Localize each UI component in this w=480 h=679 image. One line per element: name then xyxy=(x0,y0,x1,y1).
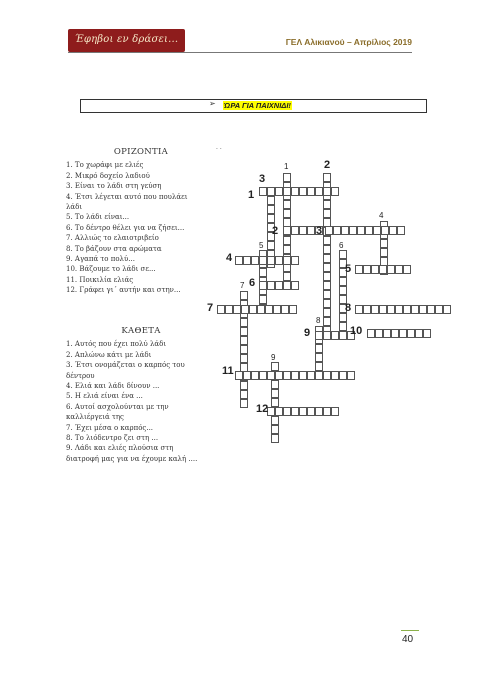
crossword-cell xyxy=(271,362,279,371)
crossword-cell xyxy=(315,371,323,380)
crossword-cell xyxy=(423,329,431,338)
crossword-cell xyxy=(267,371,275,380)
crossword-cell xyxy=(331,331,339,340)
crossword-cell xyxy=(373,226,381,235)
clue-line: καλλιέργειά της xyxy=(66,413,124,422)
crossword-cell xyxy=(341,226,349,235)
crossword-cell xyxy=(411,305,419,314)
crossword-cell xyxy=(275,371,283,380)
crossword-cell xyxy=(240,354,248,363)
crossword-cell xyxy=(347,371,355,380)
grid-number-8-down: 8 xyxy=(316,316,321,325)
grid-number-3-across: 3 xyxy=(316,225,323,237)
crossword-cell xyxy=(323,236,331,245)
crossword-cell xyxy=(307,371,315,380)
crossword-cell xyxy=(367,329,375,338)
crossword-cell xyxy=(339,277,347,286)
crossword-cell xyxy=(315,187,323,196)
banner-title: ΏΡΑ ΓΙΑ ΠΑΙΧΝΙΔΙ! xyxy=(224,101,291,110)
crossword-cell xyxy=(291,187,299,196)
crossword-cell xyxy=(217,305,225,314)
crossword-cell xyxy=(339,250,347,259)
crossword-cell xyxy=(379,265,387,274)
crossword-cell xyxy=(403,305,411,314)
crossword-cell xyxy=(315,344,323,353)
grid-number-5-across: 5 xyxy=(345,263,352,275)
crossword-cell xyxy=(315,362,323,371)
clue-line: 8. Το βάζουν στα αρώματα xyxy=(66,244,162,253)
crossword-cell xyxy=(365,226,373,235)
crossword-cell xyxy=(357,226,365,235)
crossword-cell xyxy=(371,305,379,314)
crossword-cell xyxy=(240,336,248,345)
grid-number-6-across: 6 xyxy=(249,277,256,289)
crossword-cell xyxy=(271,380,279,389)
grid-number-9-across: 9 xyxy=(304,327,311,339)
logo-text: Έφηβοι εν δράσει... xyxy=(74,34,179,45)
crossword-cell xyxy=(323,263,331,272)
crossword-cell xyxy=(240,327,248,336)
crossword-cell xyxy=(419,305,427,314)
crossword-cell xyxy=(387,265,395,274)
crossword-cell xyxy=(291,281,299,290)
clue-line: 7. Αλλιώς το ελαιοτριβείο xyxy=(66,234,159,243)
crossword-cell xyxy=(243,256,251,265)
crossword-cell xyxy=(283,200,291,209)
arrow-bullet-icon: ➢ xyxy=(209,99,216,108)
crossword-cell xyxy=(339,313,347,322)
crossword-cell xyxy=(397,226,405,235)
crossword-cell xyxy=(331,371,339,380)
grid-number-2-across: 2 xyxy=(272,225,279,237)
clue-line: 6. Αυτοί ασχολούνται με την xyxy=(66,402,169,411)
crossword-cell xyxy=(251,256,259,265)
grid-number-5-down: 5 xyxy=(259,241,264,250)
crossword-cell xyxy=(275,281,283,290)
crossword-cell xyxy=(267,281,275,290)
across-heading: ΟΡΙΖΟΝΤΙΑ xyxy=(113,147,169,157)
crossword-cell xyxy=(283,407,291,416)
crossword-cell xyxy=(249,305,257,314)
clue-line: 11. Ποικιλία ελιάς xyxy=(66,275,134,284)
crossword-cell xyxy=(380,248,388,257)
crossword-cell xyxy=(323,209,331,218)
crossword-cell xyxy=(299,187,307,196)
clue-line: διατροφή μας για να έχουμε καλή .... xyxy=(66,454,198,463)
clue-line: 10. Βάζουμε το λάδι σε... xyxy=(66,265,156,274)
crossword-cell xyxy=(323,371,331,380)
clue-line: 2. Μικρό δοχείο λαδιού xyxy=(66,171,150,180)
crossword-cell xyxy=(363,305,371,314)
crossword-cell xyxy=(291,256,299,265)
crossword-cell xyxy=(267,196,275,205)
crossword-cell xyxy=(323,290,331,299)
crossword-cell xyxy=(240,390,248,399)
crossword-cell xyxy=(395,305,403,314)
crossword-cell xyxy=(407,329,415,338)
crossword-cell xyxy=(325,226,333,235)
crossword-cell xyxy=(275,187,283,196)
grid-number-12-across: 12 xyxy=(256,403,269,415)
crossword-cell xyxy=(299,371,307,380)
crossword-cell xyxy=(267,241,275,250)
grid-number-11-across: 11 xyxy=(222,365,234,377)
crossword-cell xyxy=(323,200,331,209)
clue-line: 5. Το λάδι είναι... xyxy=(66,213,130,222)
crossword-cell xyxy=(291,226,299,235)
crossword-cell xyxy=(259,281,267,290)
crossword-cell xyxy=(267,256,275,265)
grid-number-4-across: 4 xyxy=(226,252,233,264)
crossword-cell xyxy=(265,305,273,314)
crossword-cell xyxy=(379,305,387,314)
crossword-cell xyxy=(243,371,251,380)
crossword-cell xyxy=(323,245,331,254)
clue-line: 9. Αγαπά το πολύ... xyxy=(66,255,135,264)
crossword-cell xyxy=(283,281,291,290)
grid-number-6-down: 6 xyxy=(339,241,344,250)
crossword-cell xyxy=(235,371,243,380)
clue-line: 4. Ελιά και λάδι δίνουν ... xyxy=(66,382,160,391)
crossword-cell xyxy=(283,209,291,218)
crossword-cell xyxy=(323,254,331,263)
crossword-cell xyxy=(349,226,357,235)
crossword-cell xyxy=(395,265,403,274)
grid-number-2-down: 2 xyxy=(324,159,331,171)
crossword-cell xyxy=(283,226,291,235)
crossword-cell xyxy=(331,407,339,416)
clue-line: 8. Το λιόδεντρο ζει στη ... xyxy=(66,434,159,443)
crossword-cell xyxy=(323,173,331,182)
crossword-cell xyxy=(299,226,307,235)
crossword-cell xyxy=(307,187,315,196)
crossword-cell xyxy=(259,187,267,196)
crossword-cell xyxy=(235,256,243,265)
crossword-cell xyxy=(389,226,397,235)
crossword-cell xyxy=(267,187,275,196)
crossword-cell xyxy=(380,239,388,248)
crossword-cell xyxy=(273,305,281,314)
clue-line: 6. Το δέντρο θέλει για να ζήσει... xyxy=(66,223,185,232)
clue-line: λάδι xyxy=(66,203,83,212)
crossword-cell xyxy=(291,371,299,380)
crossword-cell xyxy=(271,434,279,443)
grid-number-8-across: 8 xyxy=(345,302,352,314)
crossword-cell xyxy=(307,226,315,235)
school-label: ΓΕΛ Αλικιανού – Απρίλιος 2019 xyxy=(285,37,412,47)
crossword-cell xyxy=(443,305,451,314)
clue-line: δέντρου xyxy=(66,371,95,380)
crossword-cell xyxy=(315,331,323,340)
crossword-cell xyxy=(240,291,248,300)
crossword-cell xyxy=(427,305,435,314)
crossword-cell xyxy=(275,407,283,416)
grid-number-1-across: 1 xyxy=(248,189,255,201)
clue-line: 4. Έτσι λέγεται αυτό που πουλάει xyxy=(66,192,188,201)
crossword-cell xyxy=(233,305,241,314)
crossword-cell xyxy=(251,371,259,380)
crossword-cell xyxy=(323,187,331,196)
crossword-cell xyxy=(271,398,279,407)
crossword-cell xyxy=(241,305,249,314)
crossword-cell xyxy=(315,407,323,416)
crossword-cell xyxy=(403,265,411,274)
clue-line: 7. Έχει μέσα ο καρπός... xyxy=(66,423,154,432)
crossword-cell xyxy=(283,272,291,281)
crossword-cell xyxy=(283,173,291,182)
crossword-cell xyxy=(299,407,307,416)
crossword-cell xyxy=(339,322,347,331)
crossword-cell xyxy=(240,345,248,354)
crossword-cell xyxy=(307,407,315,416)
crossword-cell xyxy=(275,256,283,265)
crossword-cell xyxy=(339,286,347,295)
crossword-cell xyxy=(333,226,341,235)
crossword-cell xyxy=(259,371,267,380)
clue-line: 1. Αυτός που έχει πολύ λάδι xyxy=(66,340,167,349)
crossword-cell xyxy=(283,187,291,196)
grid-number-9-down: 9 xyxy=(271,353,276,362)
clue-line: 3. Είναι το λάδι στη γεύση xyxy=(66,182,162,191)
crossword-cell xyxy=(363,265,371,274)
crossword-cell xyxy=(323,299,331,308)
crossword-cell xyxy=(271,425,279,434)
page-number: 40 xyxy=(402,634,414,645)
page-number-rule xyxy=(401,630,419,631)
crossword-cell xyxy=(387,305,395,314)
grid-number-3-down: 3 xyxy=(259,173,266,185)
grid-number-1-down: 1 xyxy=(284,162,289,171)
grid-number-7-across: 7 xyxy=(207,302,214,314)
crossword-cell xyxy=(267,205,275,214)
crossword-cell xyxy=(331,187,339,196)
crossword-cell xyxy=(291,407,299,416)
crossword-cell xyxy=(267,214,275,223)
clue-line: 12. Γράφει γι΄ αυτήν και στην... xyxy=(66,286,181,295)
crossword-cell xyxy=(323,317,331,326)
crossword-cell xyxy=(315,353,323,362)
grid-number-4-down: 4 xyxy=(379,211,384,220)
crossword-cell xyxy=(240,399,248,408)
clue-line: 2. Απλώνω κάτι με λάδι xyxy=(66,350,152,359)
crossword-cell xyxy=(240,318,248,327)
crossword-cell xyxy=(339,371,347,380)
crossword-cell xyxy=(415,329,423,338)
crossword-cell xyxy=(323,331,331,340)
crossword-cell xyxy=(391,329,399,338)
crossword-cell xyxy=(271,389,279,398)
crossword-cell xyxy=(399,329,407,338)
crossword-cell xyxy=(283,236,291,245)
crossword-cell xyxy=(283,245,291,254)
stray-dots: · · xyxy=(216,146,222,153)
down-heading: ΚΑΘΕΤΑ xyxy=(121,326,161,336)
clue-line: 1. Το χωράφι με ελιές xyxy=(66,161,144,170)
crossword-cell xyxy=(435,305,443,314)
crossword-cell xyxy=(323,281,331,290)
crossword-cell xyxy=(323,308,331,317)
crossword-cell xyxy=(259,268,267,277)
crossword-cell xyxy=(355,265,363,274)
crossword-cell xyxy=(381,226,389,235)
crossword-cell xyxy=(323,407,331,416)
clue-line: 5. Η ελιά είναι ένα ... xyxy=(66,392,143,401)
crossword-cell xyxy=(240,381,248,390)
grid-number-7-down: 7 xyxy=(240,281,245,290)
crossword-cell xyxy=(281,305,289,314)
crossword-cell xyxy=(259,256,267,265)
grid-number-10-across: 10 xyxy=(350,325,363,337)
crossword-cell xyxy=(289,305,297,314)
clue-line: 3. Έτσι ονομάζεται ο καρπός του xyxy=(66,361,185,370)
crossword-cell xyxy=(283,256,291,265)
crossword-cell xyxy=(323,272,331,281)
crossword-cell xyxy=(371,265,379,274)
crossword-cell xyxy=(355,305,363,314)
clue-line: 9. Λάδι και ελιές πλούσια στη xyxy=(66,444,174,453)
crossword-cell xyxy=(339,331,347,340)
crossword-cell xyxy=(383,329,391,338)
crossword-cell xyxy=(283,371,291,380)
crossword-cell xyxy=(257,305,265,314)
crossword-cell xyxy=(271,416,279,425)
crossword-cell xyxy=(225,305,233,314)
crossword-cell xyxy=(259,295,267,304)
crossword-cell xyxy=(375,329,383,338)
